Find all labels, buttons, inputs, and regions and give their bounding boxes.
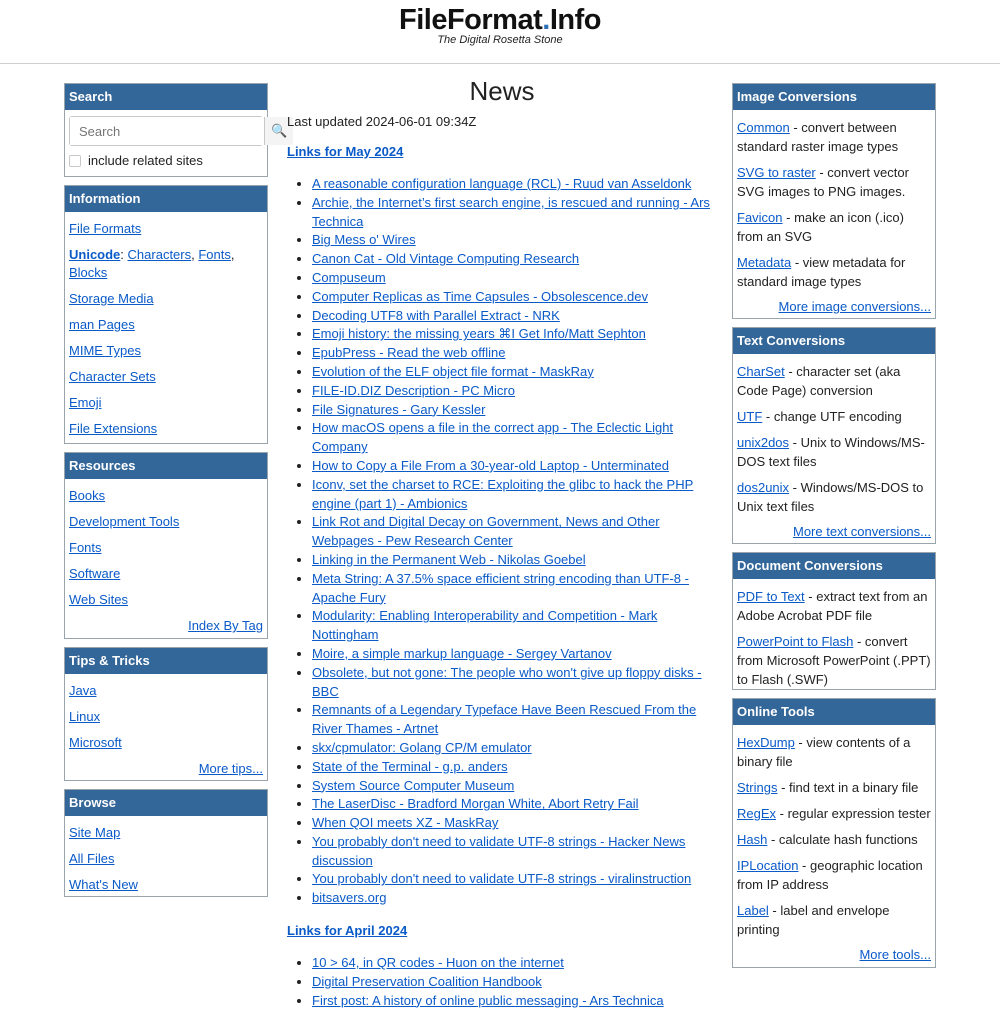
news-list-item [312,250,717,269]
iplocation-link[interactable]: IPLocation [737,858,799,873]
unicode-row: Unicode: Characters, Fonts, Blocks [69,247,235,280]
news-link[interactable]: Modularity: Enabling Interoperability and Competition - Mark Nottingham [312,608,658,643]
news-list-item [312,231,717,250]
news-link[interactable]: Moire, a simple markup language - Sergey Vartanov [312,645,612,661]
nav-software[interactable]: Software [69,566,121,581]
news-list-item [312,307,717,326]
news-list-item [312,814,717,833]
may-2024-heading[interactable]: Links for May 2024 [287,144,404,159]
search-form [69,116,288,146]
nav-site-map[interactable]: Site Map [69,825,121,840]
site-header [0,0,1000,64]
more-image-conversions-link[interactable]: More image conversions... [778,299,931,314]
nav-unicode[interactable]: Unicode [69,247,121,262]
news-list-item [312,344,717,363]
text-conv-item: unix2dos - Unix to Windows/MS-DOS text files [737,435,925,469]
label-link[interactable]: Label [737,903,769,918]
site-tagline: The Digital Rosetta Stone [437,34,563,46]
nav-development-tools[interactable]: Development Tools [69,514,180,529]
nav-blocks[interactable]: Blocks [69,265,108,280]
news-list-item [312,739,717,758]
news-link[interactable]: Archie, the Internet’s first search engine, is rescued and running - Ars Technica [312,194,710,229]
news-list-item [312,363,717,382]
nav-whats-new[interactable]: What's New [69,877,138,892]
document-conversions-title: Document Conversions [733,553,935,579]
news-link[interactable]: File Signatures - Gary Kessler [312,401,486,417]
news-list-item [312,833,717,871]
news-list-item [312,777,717,796]
news-list-item [312,288,717,307]
news-link[interactable]: Remnants of a Legendary Typeface Have Been Rescued From the River Thames - Artnet [312,702,697,737]
news-link[interactable]: How to Copy a File From a 30-year-old Laptop - Unterminated [312,457,669,473]
tool-item: IPLocation - geographic location from IP address [737,858,923,892]
search-icon: 🔍 [271,123,288,138]
more-tools-link[interactable]: More tools... [859,947,931,962]
news-list-item [312,701,717,739]
doc-conv-item: PDF to Text - extract text from an Adobe Acrobat PDF file [737,589,928,623]
image-conv-item: SVG to raster - convert vector SVG images to PNG images. [737,165,909,199]
nav-books[interactable]: Books [69,488,106,503]
document-conversions-box [732,552,936,690]
news-link[interactable]: EpubPress - Read the web offline [312,345,506,361]
pdf-to-text-link[interactable]: PDF to Text [737,589,805,604]
news-list-item [312,870,717,889]
online-tools-title: Online Tools [733,699,935,725]
search-input[interactable] [70,117,264,145]
text-conversions-title: Text Conversions [733,328,935,354]
nav-character-sets[interactable]: Character Sets [69,369,156,384]
nav-man-pages[interactable]: man Pages [69,317,135,332]
news-list-item [312,664,717,702]
news-list-item [312,175,717,194]
svg-to-raster-link[interactable]: SVG to raster [737,165,816,180]
metadata-link[interactable]: Metadata [737,255,792,270]
nav-emoji[interactable]: Emoji [69,395,102,410]
april-2024-heading[interactable]: Links for April 2024 [287,923,408,939]
nav-file-extensions[interactable]: File Extensions [69,421,158,436]
news-list-item [312,954,717,973]
resources-box [64,452,268,639]
news-link[interactable]: Linking in the Permanent Web - Nikolas Goebel [312,551,586,567]
news-list-item [312,513,717,551]
image-conversions-box [732,83,936,319]
news-link[interactable]: A reasonable configuration language (RCL) - Ruud van Asseldonk [312,176,692,191]
news-list-item [312,992,717,1010]
news-link[interactable]: Emoji history: the missing years ⌘I Get Info/Matt Sephton [312,326,646,342]
news-link[interactable]: bitsavers.org [312,890,387,906]
tool-item: RegEx - regular expression tester [737,806,931,821]
news-link[interactable]: Big Mess o' Wires [312,232,416,248]
news-list-item [312,570,717,608]
news-link[interactable]: System Source Computer Museum [312,777,515,793]
news-list-item [312,269,717,288]
browse-box [64,789,268,897]
more-tips-link[interactable]: More tips... [198,761,263,776]
news-list-item [312,419,717,457]
strings-link[interactable]: Strings [737,780,778,795]
online-tools-box [732,698,936,968]
resources-title: Resources [65,453,267,479]
text-conversions-box [732,327,936,544]
unix2dos-link[interactable]: unix2dos [737,435,790,450]
news-list-item [312,973,717,992]
nav-resource-fonts[interactable]: Fonts [69,540,102,555]
last-updated: Last updated 2024-06-01 09:34Z [287,114,477,129]
information-title: Information [65,186,267,212]
news-list-item [312,551,717,570]
news-link[interactable]: State of the Terminal - g.p. anders [312,758,508,774]
news-link[interactable]: Obsolete, but not gone: The people who won't give up floppy disks - BBC [312,664,702,699]
news-link[interactable]: Compuseum [312,269,386,285]
search-title: Search [65,84,267,110]
utf-link[interactable]: UTF [737,409,763,424]
include-related-label: include related sites [88,153,203,168]
site-logo[interactable]: FileFormat.Info [399,4,601,36]
doc-conv-item: PowerPoint to Flash - convert from Microsoft PowerPoint (.PPT) to Flash (.SWF) [737,634,931,687]
news-link[interactable]: Iconv, set the charset to RCE: Exploiting the glibc to hack the PHP engine (part 1) - Ambionics [312,476,694,511]
news-list-item [312,382,717,401]
image-conversions-title: Image Conversions [733,84,935,110]
nav-java[interactable]: Java [69,683,97,698]
nav-mime-types[interactable]: MIME Types [69,343,142,358]
nav-characters[interactable]: Characters [127,247,192,262]
news-link[interactable]: Meta String: A 37.5% space efficient string encoding than UTF-8 - Apache Fury [312,570,689,605]
include-related-option[interactable] [69,152,263,170]
news-list-item [312,325,717,344]
tool-item: Strings - find text in a binary file [737,780,919,795]
charset-link[interactable]: CharSet [737,364,785,379]
nav-web-sites[interactable]: Web Sites [69,592,129,607]
news-link[interactable]: First post: A history of online public messaging - Ars Technica [312,992,664,1008]
news-link[interactable]: Digital Preservation Coalition Handbook [312,973,542,989]
april-links-list [287,954,717,1010]
nav-fonts[interactable]: Fonts [198,247,231,262]
regex-link[interactable]: RegEx [737,806,777,821]
news-list-item [312,401,717,420]
tool-item: Hash - calculate hash functions [737,832,918,847]
tool-item: HexDump - view contents of a binary file [737,735,911,769]
news-link[interactable]: Canon Cat - Old Vintage Computing Research [312,251,580,267]
image-conv-item: Metadata - view metadata for standard image types [737,255,906,289]
text-conv-item: CharSet - character set (aka Code Page) conversion [737,364,901,398]
news-link[interactable]: You probably don't need to validate UTF-8 strings - viralinstruction [312,871,692,887]
browse-title: Browse [65,790,267,816]
news-list-item [312,889,717,908]
may-links-list [287,175,717,908]
index-by-tag-link[interactable]: Index By Tag [188,618,263,633]
news-link[interactable]: You probably don't need to validate UTF-8 strings - Hacker News discussion [312,833,686,868]
news-link[interactable]: Evolution of the ELF object file format - MaskRay [312,363,594,379]
dos2unix-link[interactable]: dos2unix [737,480,790,495]
include-related-checkbox[interactable] [69,155,81,167]
news-list-item [312,607,717,645]
news-list-item [312,795,717,814]
more-text-conversions-link[interactable]: More text conversions... [793,524,931,539]
news-link[interactable]: The LaserDisc - Bradford Morgan White, Abort Retry Fail [312,796,639,812]
nav-linux[interactable]: Linux [69,709,101,724]
information-box [64,185,268,444]
news-link[interactable]: When QOI meets XZ - MaskRay [312,815,499,831]
news-list-item [312,645,717,664]
news-link[interactable]: 10 > 64, in QR codes - Huon on the internet [312,955,564,971]
favicon-link[interactable]: Favicon [737,210,783,225]
page-title: News [469,76,535,106]
text-conv-item: UTF - change UTF encoding [737,409,902,424]
hash-link[interactable]: Hash [737,832,768,847]
news-link[interactable]: Computer Replicas as Time Capsules - Obsolescence.dev [312,288,648,304]
tips-box [64,647,268,781]
text-conv-item: dos2unix - Windows/MS-DOS to Unix text files [737,480,924,514]
news-list-item [312,194,717,232]
news-list-item [312,476,717,514]
tips-title: Tips & Tricks [65,648,267,674]
nav-microsoft[interactable]: Microsoft [69,735,122,750]
nav-storage-media[interactable]: Storage Media [69,291,154,306]
news-link[interactable]: skx/cpmulator: Golang CP/M emulator [312,739,532,755]
news-list-item [312,758,717,777]
news-list-item [312,457,717,476]
main-content [287,75,717,1010]
news-link[interactable]: FILE-ID.DIZ Description - PC Micro [312,382,515,398]
hexdump-link[interactable]: HexDump [737,735,795,750]
news-link[interactable]: Link Rot and Digital Decay on Government, News and Other Webpages - Pew Research Center [312,514,660,549]
image-conv-item: Common - convert between standard raster image types [737,120,899,154]
tool-item: Label - label and envelope printing [737,903,890,937]
news-link[interactable]: How macOS opens a file in the correct app - The Eclectic Light Company [312,420,674,455]
nav-all-files[interactable]: All Files [69,851,115,866]
image-conv-item: Favicon - make an icon (.ico) from an SVG [737,210,904,244]
powerpoint-to-flash-link[interactable]: PowerPoint to Flash [737,634,854,649]
search-box [64,83,288,177]
common-link[interactable]: Common [737,120,790,135]
news-link[interactable]: Decoding UTF8 with Parallel Extract - NRK [312,307,560,323]
nav-file-formats[interactable]: File Formats [69,221,142,236]
